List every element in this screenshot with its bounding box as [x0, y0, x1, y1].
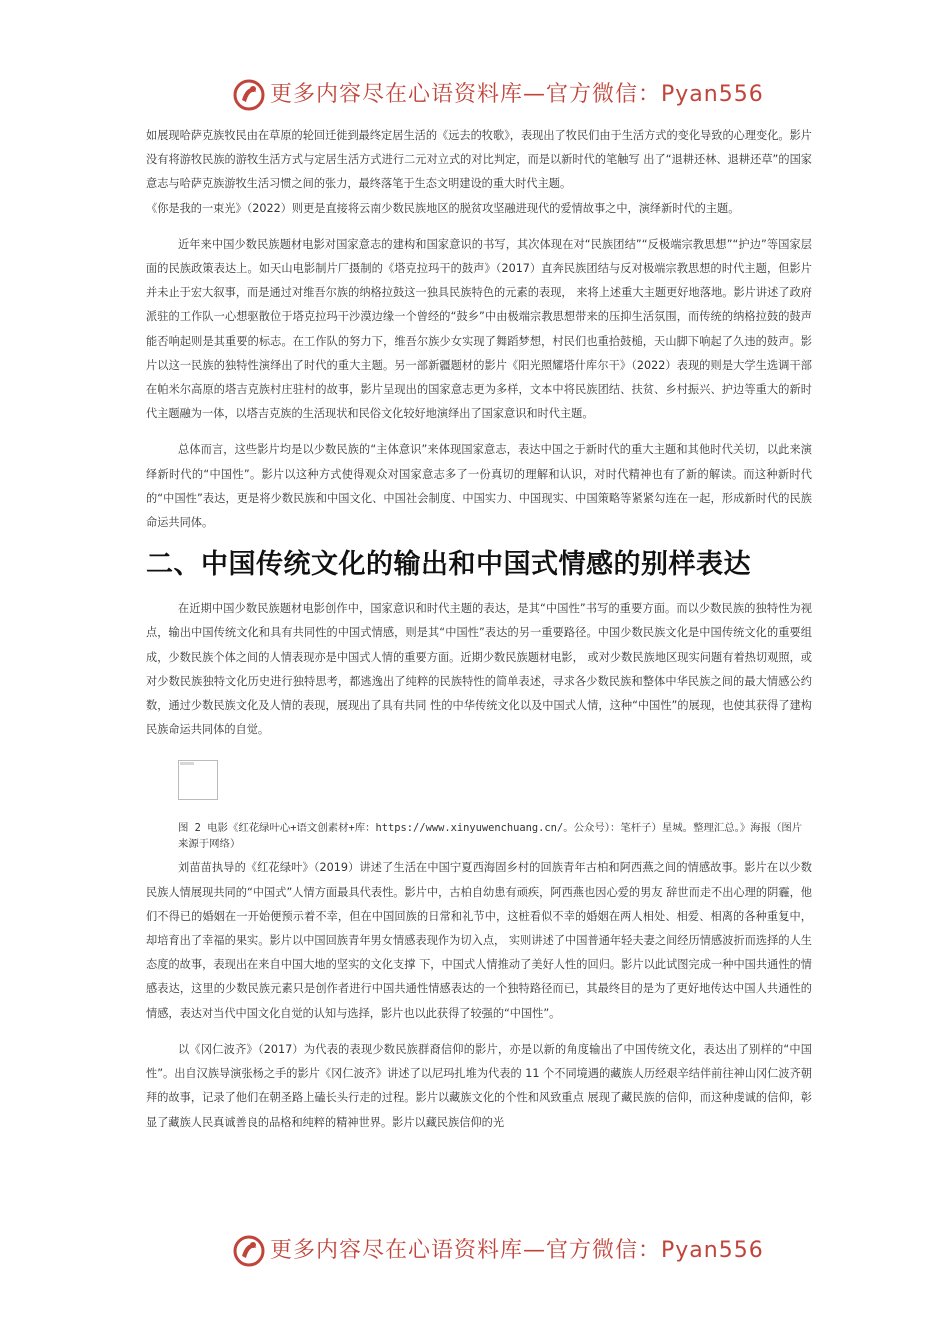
paragraph: 《你是我的一束光》（2022）则更是直接将云南少数民族地区的脱贫攻坚融进现代的爱情故事之中，演绎新时代的主题。: [146, 201, 740, 215]
figure-image-placeholder: [178, 760, 218, 800]
paragraph: 以《冈仁波齐》（2017）为代表的表现少数民族群裔信仰的影片，亦是以新的角度输出了中国传统文化，表达出了别样的“中国性”。出自汉族导演张杨之手的影片《冈仁波齐》讲述了以尼玛扎堆为代表的 11 个不同境遇的藏族人历经艰辛结伴前往神山冈仁波齐朝拜的故事，记录了他们在朝圣路上磕长头行走的过程。影片以藏族文化的个性和风致重点 展现了藏民族的信仰，而这种虔诚的信仰，彰显了藏族人民真诚善良的品格和纯粹的精神世界。影片以藏民族信仰的光: [146, 1042, 812, 1129]
paragraph: 总体而言，这些影片均是以少数民族的“主体意识”来体现国家意志，表达中国之于新时代的重大主题和其他时代关切，以此来演绎新时代的“中国性”。影片以这种方式使得观众对国家意志多了一份真切的理解和认识，对时代精神也有了新的解读。而这种新时代的“中国性”表达，更是将少数民族和中国文化、中国社会制度、中国实力、中国现实、中国策略等紧紧勾连在一起，形成新时代的民族命运共同体。: [146, 443, 812, 530]
header-banner: [0, 76, 950, 116]
flower-logo-icon: [232, 1234, 266, 1268]
section-heading: 二、中国传统文化的输出和中国式情感的别样表达: [146, 549, 751, 581]
banner-text: 更多内容尽在心语资料库—官方微信：Pyan556: [270, 1238, 764, 1263]
page-content: [146, 124, 812, 1135]
paragraph: 刘苗苗执导的《红花绿叶》（2019）讲述了生活在中国宁夏西海固乡村的回族青年古柏和阿西燕之间的情感故事。影片在以少数民族人情展现共同的“中国式”人情方面最具代表性。影片中，古柏自幼患有顽疾，阿西燕也因心爱的男友 辞世而走不出心理的阴霾，他们不得已的婚姻在一开始便预示着不幸，但在中国回族的日常和礼节中，这桩看似不幸的婚姻在两人相处、相爱、相离的各种重复中，却培育出了幸福的果实。影片以中国回族青年男女情感表现作为切入点， 实则讲述了中国普通年轻夫妻之间经历情感波折而选择的人生态度的故事，表现出在来自中国大地的坚实的文化支撑 下，中国式人情推动了美好人性的回归。影片以此试图完成一种中国共通性的情感表达，这里的少数民族元素只是创作者进行中国共通性情感表达的一个独特路径而已，其最终目的是为了更好地传达中国人共通性的情感，表达对当代中国文化自觉的认知与选择，影片也以此获得了较强的“中国性”。: [146, 861, 812, 1020]
banner-text: 更多内容尽在心语资料库—官方微信：Pyan556: [270, 82, 764, 107]
paragraph: 近年来中国少数民族题材电影对国家意志的建构和国家意识的书写，其次体现在对“民族团结”“反极端宗教思想”“护边”等国家层面的民族政策表达上。如天山电影制片厂摄制的《塔克拉玛干的鼓声》（2017）直奔民族团结与反对极端宗教思想的时代主题，但影片并未止于宏大叙事，而是通过对维吾尔族的纳格拉鼓这一独具民族特色的元素的表现， 来将上述重大主题更好地落地。影片讲述了政府派驻的工作队一心想驱散位于塔克拉玛干沙漠边缘一个曾经的“鼓乡”中由极端宗教思想带来的压抑生活氛围，而传统的纳格拉鼓的鼓声能否响起则是其重要的标志。在工作队的努力下，维吾尔族少女实现了舞蹈梦想，村民们也重拾鼓槌，天山脚下响起了久违的鼓声。影片以这一民族的独特性演绎出了时代的重大主题。另一部新疆题材的影片《阳光照耀塔什库尔干》（2022）表现的则是大学生选调干部在帕米尔高原的塔吉克族村庄驻村的故事，影片呈现出的国家意志更为多样，文本中将民族团结、扶贫、乡村振兴、护边等重大的新时代主题融为一体，以塔吉克族的生活现状和民俗文化较好地演绎出了国家意识和时代主题。: [146, 237, 812, 421]
flower-logo-icon: [232, 78, 266, 112]
paragraph: 如展现哈萨克族牧民由在草原的轮回迁徙到最终定居生活的《远去的牧歌》，表现出了牧民们由于生活方式的变化导致的心理变化。影片没有将游牧民族的游牧生活方式与定居生活方式进行二元对立式的对比判定，而是以新时代的笔触写 出了“退耕还林、退耕还草”的国家意志与哈萨克族游牧生活习惯之间的张力，最终落笔于生态文明建设的重大时代主题。: [146, 129, 812, 191]
footer-banner: [0, 1232, 950, 1272]
paragraph: 在近期中国少数民族题材电影创作中，国家意识和时代主题的表达，是其“中国性”书写的重要方面。而以少数民族的独特性为视点，输出中国传统文化和具有共同性的中国式情感，则是其“中国性”表达的另一重要路径。中国少数民族文化是中国传统文化的重要组成，少数民族个体之间的人情表现亦是中国式人情的重要方面。近期少数民族题材电影， 或对少数民族地区现实问题有着热切观照，或对少数民族独特文化历史进行独特思考，都逃逸出了纯粹的民族特性的简单表述，寻求各少数民族和整体中华民族之间的最大情感公约数，通过少数民族文化及人情的表现，展现出了具有共同 性的中华传统文化以及中国式人情，这种“中国性”的展现，也使其获得了建构民族命运共同体的自觉。: [146, 602, 812, 737]
figure-caption: 图 2 电影《红花绿叶心+语文创素材+库：https://www.xinyuwenchuang.cn/。公众号）：笔杆子）星城。整理汇总。》海报（图片来源于网络）: [178, 822, 803, 851]
image-thumbnail-bar: [180, 762, 194, 765]
